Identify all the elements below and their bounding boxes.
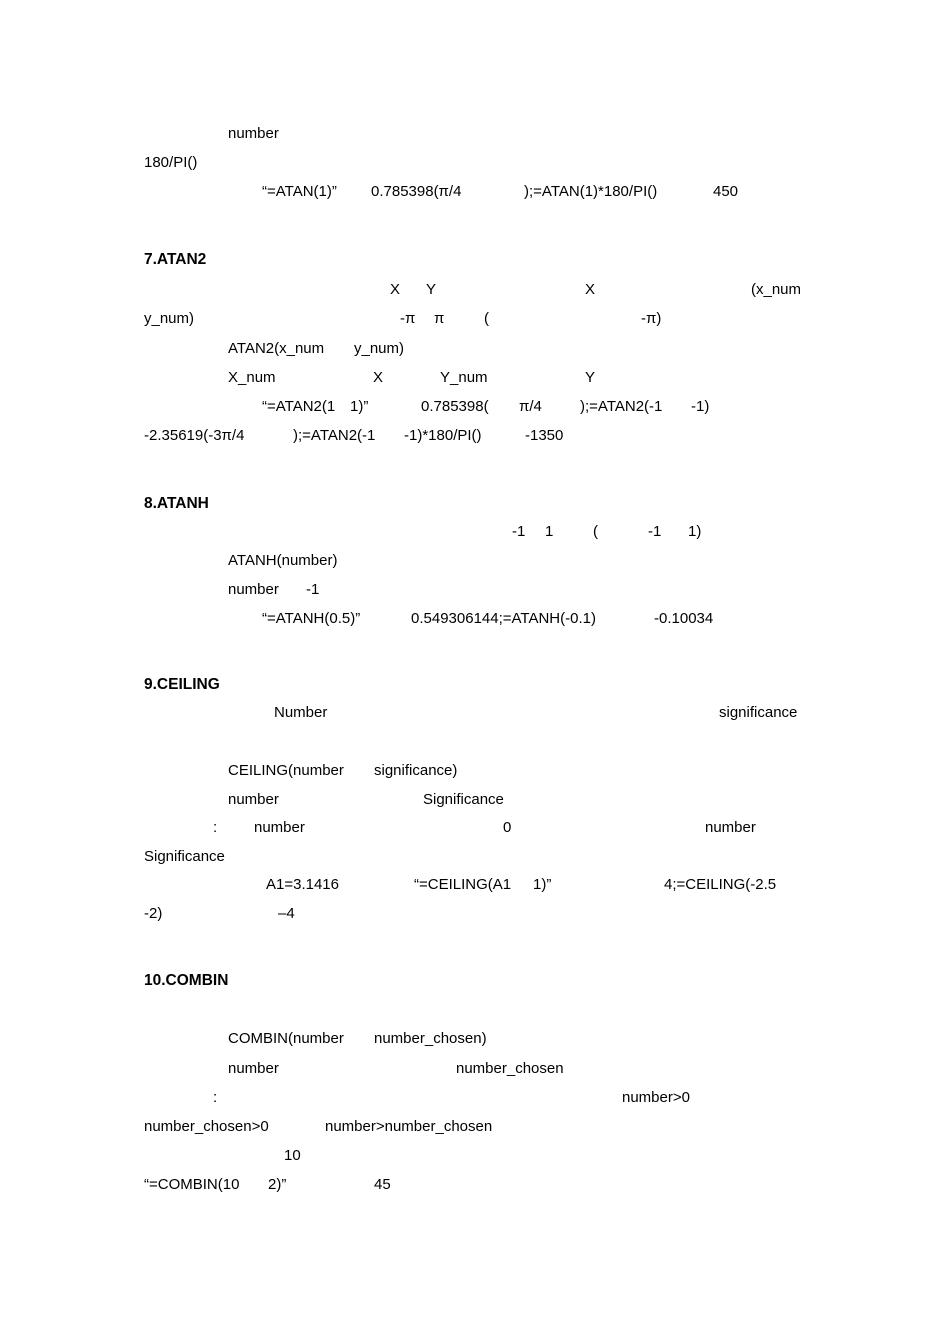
text-line: [0, 701, 950, 725]
text-segment: -2): [144, 905, 163, 922]
text-segment: –4: [278, 905, 295, 922]
text-segment: -2.35619(-3π/4: [144, 427, 245, 444]
text-segment: 0.549306144;=ATANH(-0.1): [411, 610, 596, 627]
text-segment: 450: [713, 183, 739, 200]
text-line: [0, 337, 950, 361]
text-line: [0, 424, 950, 448]
text-segment: X: [373, 369, 384, 386]
text-segment: 7.ATAN2: [144, 251, 207, 268]
text-line: [0, 1173, 950, 1197]
text-segment: -1): [691, 398, 710, 415]
text-segment: -1: [512, 523, 526, 540]
text-segment: :: [213, 1089, 218, 1106]
text-segment: 8.ATANH: [144, 495, 209, 512]
text-segment: number: [228, 581, 279, 598]
text-line: [0, 307, 950, 331]
text-segment: number>number_chosen: [325, 1118, 493, 1135]
text-line: [0, 607, 950, 631]
text-segment: -π): [641, 310, 662, 327]
text-segment: X: [390, 281, 401, 298]
text-segment: number: [705, 819, 756, 836]
text-segment: 1: [545, 523, 554, 540]
text-line: [0, 788, 950, 812]
text-line: [0, 1086, 950, 1110]
text-segment: “=CEILING(A1: [414, 876, 512, 893]
text-segment: :: [213, 819, 218, 836]
text-line: [0, 902, 950, 926]
text-line: [0, 549, 950, 573]
text-line: [0, 278, 950, 302]
text-segment: );=ATAN(1)*180/PI(): [524, 183, 658, 200]
text-segment: -1: [306, 581, 320, 598]
text-segment: -1350: [525, 427, 564, 444]
text-segment: 10: [284, 1147, 301, 1164]
text-line: [0, 1115, 950, 1139]
text-segment: Number: [274, 704, 328, 721]
text-segment: -0.10034: [654, 610, 714, 627]
text-segment: number: [254, 819, 305, 836]
text-segment: X: [585, 281, 596, 298]
text-line: [0, 759, 950, 783]
text-segment: Y_num: [440, 369, 488, 386]
text-segment: 10.COMBIN: [144, 972, 229, 989]
text-line: [0, 816, 950, 840]
text-segment: “=COMBIN(10: [144, 1176, 240, 1193]
text-segment: 2)”: [268, 1176, 287, 1193]
text-line: [0, 873, 950, 897]
text-segment: (: [593, 523, 598, 540]
text-segment: 4;=CEILING(-2.5: [664, 876, 777, 893]
text-line: [0, 180, 950, 204]
text-segment: number: [228, 125, 279, 142]
text-line: [0, 730, 950, 754]
section-heading: [0, 492, 950, 516]
text-segment: 45: [374, 1176, 391, 1193]
text-segment: number_chosen>0: [144, 1118, 269, 1135]
text-segment: );=ATAN2(-1: [580, 398, 663, 415]
text-segment: y_num): [144, 310, 195, 327]
text-line: [0, 1144, 950, 1168]
text-line: [0, 151, 950, 175]
text-segment: Significance: [144, 848, 225, 865]
text-segment: ATAN2(x_num: [228, 340, 325, 357]
text-segment: COMBIN(number: [228, 1030, 344, 1047]
text-segment: number: [228, 1060, 279, 1077]
text-segment: number_chosen): [374, 1030, 487, 1047]
text-segment: 1): [688, 523, 702, 540]
text-segment: y_num): [354, 340, 405, 357]
text-line: [0, 395, 950, 419]
text-segment: -1: [648, 523, 662, 540]
text-segment: significance): [374, 762, 458, 779]
text-segment: );=ATAN2(-1: [293, 427, 376, 444]
text-line: [0, 122, 950, 146]
text-segment: number: [228, 791, 279, 808]
text-segment: Significance: [423, 791, 504, 808]
text-line: [0, 520, 950, 544]
text-segment: 0: [503, 819, 512, 836]
text-segment: -π: [400, 310, 416, 327]
text-line: [0, 578, 950, 602]
text-line: [0, 998, 950, 1022]
section-heading: [0, 969, 950, 993]
text-segment: 180/PI(): [144, 154, 198, 171]
text-segment: (x_num: [751, 281, 802, 298]
text-segment: ATANH(number): [228, 552, 338, 569]
text-segment: π/4: [519, 398, 542, 415]
text-segment: (: [484, 310, 489, 327]
text-segment: “=ATANH(0.5)”: [262, 610, 361, 627]
text-line: [0, 1027, 950, 1051]
text-segment: X_num: [228, 369, 276, 386]
text-segment: π: [434, 310, 445, 327]
text-segment: number_chosen: [456, 1060, 564, 1077]
text-segment: significance: [719, 704, 798, 721]
text-segment: Y: [426, 281, 437, 298]
text-segment: Y: [585, 369, 596, 386]
section-heading: [0, 673, 950, 697]
text-segment: -1)*180/PI(): [404, 427, 482, 444]
text-segment: 1)”: [350, 398, 369, 415]
section-heading: [0, 248, 950, 272]
text-segment: CEILING(number: [228, 762, 344, 779]
text-segment: A1=3.1416: [266, 876, 339, 893]
text-segment: 9.CEILING: [144, 676, 220, 693]
text-line: [0, 1057, 950, 1081]
text-segment: 0.785398(: [421, 398, 489, 415]
text-segment: 0.785398(π/4: [371, 183, 462, 200]
text-line: [0, 366, 950, 390]
text-segment: 1)”: [533, 876, 552, 893]
text-segment: “=ATAN2(1: [262, 398, 336, 415]
text-segment: “=ATAN(1)”: [262, 183, 337, 200]
text-segment: number>0: [622, 1089, 690, 1106]
text-line: [0, 845, 950, 869]
